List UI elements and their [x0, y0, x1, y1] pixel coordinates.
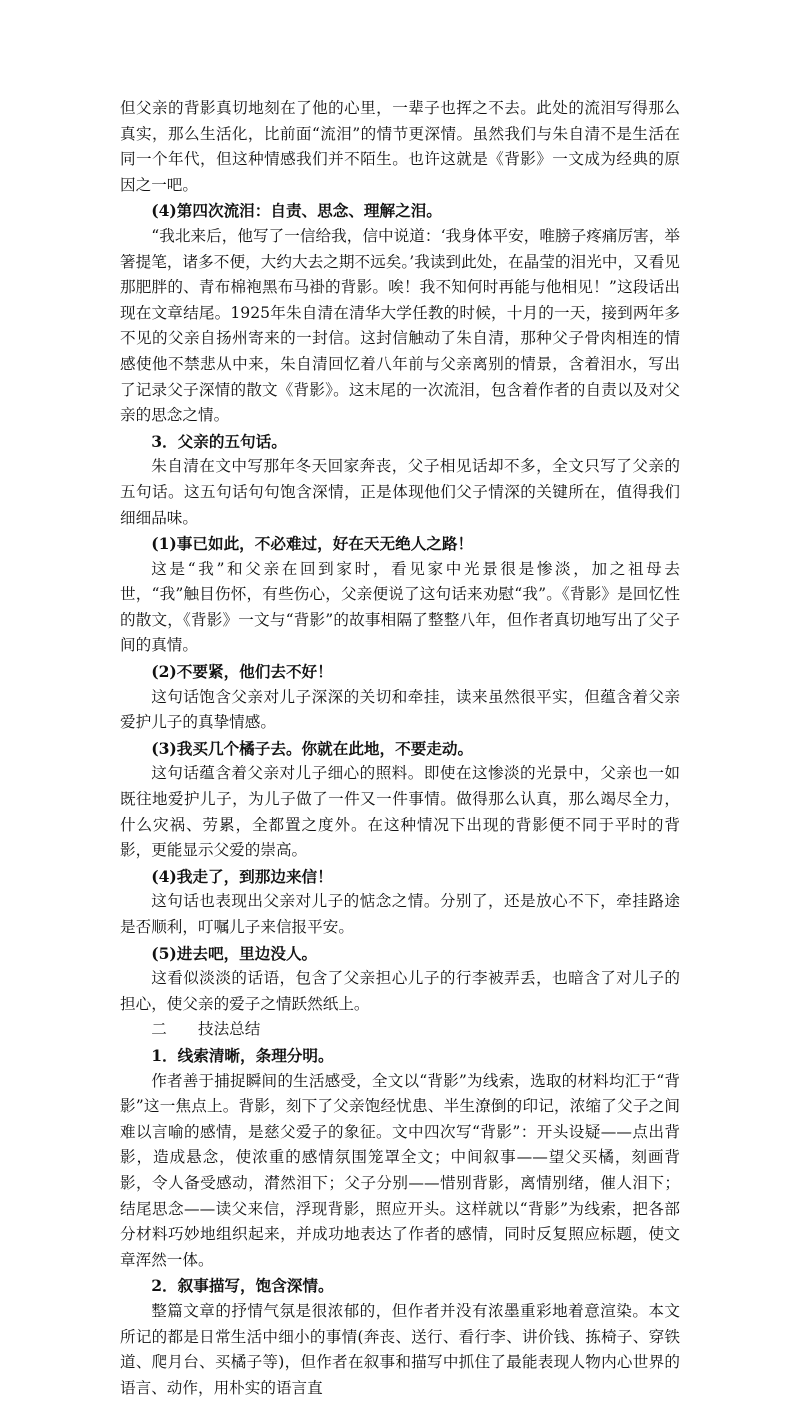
heading-technique-2: 2．叙事描写，饱含深情。 [151, 1276, 334, 1296]
quote-4: (4)我走了，到那边来信！ [151, 866, 333, 886]
heading-technique-1: 1．线索清晰，条理分明。 [151, 1045, 334, 1065]
quote-3: (3)我买几个橘子去。你就在此地，不要走动。 [151, 738, 474, 758]
quote-1-analysis: 这是“我”和父亲在回到家时，看见家中光景很是惨淡，加之祖母去世，“我”触目伤怀，有些伤心，父亲便说了这句话来劝慰“我”。《背影》是回忆性的散文，《背影》一文与“背影”的故事相隔了整整八年，但作者真切地写出了父子间的真情。 [120, 559, 680, 655]
paragraph-technique-2: 整篇文章的抒情气氛是很浓郁的，但作者并没有浓墨重彩地着意渲染。本文所记的都是日常生活中细小的事情(奔丧、送行、看行李、讲价钱、拣椅子、穿铁道、爬月台、买橘子等)，但作者在叙事和描写中抓住了最能表现人物内心世界的语言、动作，用朴实的语言直 [120, 1301, 680, 1397]
quote-5-analysis: 这看似淡淡的话语，包含了父亲担心儿子的行李被弄丢，也暗含了对儿子的担心，使父亲的爱子之情跃然纸上。 [120, 969, 680, 1013]
paragraph-intro: 但父亲的背影真切地刻在了他的心里，一辈子也挥之不去。此处的流泪写得那么真实，那么生活化，比前面“流泪”的情节更深情。虽然我们与朱自清不是生活在同一个年代，但这种情感我们并不陌生。也许这就是《背影》一文成为经典的原因之一吧。 [120, 99, 680, 194]
paragraph-technique-1: 作者善于捕捉瞬间的生活感受，全文以“背影”为线索，选取的材料均汇于“背影”这一焦点上。背影，刻下了父亲饱经忧患、半生潦倒的印记，浓缩了父子之间难以言喻的感情，是慈父爱子的象征。文中四次写“背影”：开头设疑——点出背影，造成悬念，使浓重的感情氛围笼罩全文；中间叙事——望父买橘，刻画背影，令人备受感动，潸然泪下；父子分别——惜别背影，离情别绪，催人泪下；结尾思念——读父来信，浮现背影，照应开头。这样就以“背影”为线索，把各部分材料巧妙地组织起来，并成功地表达了作者的感情，同时反复照应标题，使文章浑然一体。 [120, 1071, 680, 1269]
section-2-number: 二 [151, 1020, 167, 1039]
section-2-heading [120, 1017, 680, 1043]
section-2-title: 技法总结 [197, 1020, 261, 1039]
document-page [120, 96, 680, 1401]
quote-2-analysis: 这句话饱含父亲对儿子深深的关切和牵挂，读来虽然很平实，但蕴含着父亲爱护儿子的真挚情感。 [120, 687, 680, 732]
heading-five-sentences: 3．父亲的五句话。 [151, 431, 287, 451]
quote-4-analysis: 这句话也表现出父亲对儿子的惦念之情。分别了，还是放心不下，牵挂路途是否顺利，叮嘱儿子来信报平安。 [120, 892, 680, 936]
heading-fourth-tears: (4)第四次流泪：自责、思念、理解之泪。 [151, 201, 442, 221]
quote-3-analysis: 这句话蕴含着父亲对儿子细心的照料。即使在这惨淡的光景中，父亲也一如既往地爱护儿子，为儿子做了一件又一件事情。做得那么认真，那么竭尽全力，什么灾祸、劳累，全都置之度外。在这种情况下出现的背影便不同于平时的背影，更能显示父爱的崇高。 [120, 764, 680, 860]
quote-1: (1)事已如此，不必难过，好在天无绝人之路！ [151, 534, 474, 554]
quote-2: (2)不要紧，他们去不好！ [151, 662, 333, 682]
paragraph-fourth-tears: “我北来后，他写了一信给我，信中说道：‘我身体平安，唯膀子疼痛厉害，举箸提笔，诸多不便，大约大去之期不远矣。’我读到此处，在晶莹的泪光中，又看见那肥胖的、青布棉袍黑布马褂的背影。唉！我不知何时再能与他相见！”这段话出现在文章结尾。1925年朱自清在清华大学任教的时候，十月的一天，接到两年多不见的父亲自扬州寄来的一封信。这封信触动了朱自清，那种父子骨肉相连的情感使他不禁悲从中来，朱自清回忆着八年前与父亲离别的情景，含着泪水，写出了记录父子深情的散文《背影》。这末尾的一次流泪，包含着作者的自责以及对父亲的思念之情。 [120, 226, 680, 425]
paragraph-five-sentences: 朱自清在文中写那年冬天回家奔丧，父子相见话却不多，全文只写了父亲的五句话。这五句话句句饱含深情，正是体现他们父子情深的关键所在，值得我们细细品味。 [120, 457, 680, 527]
quote-5: (5)进去吧，里边没人。 [151, 943, 318, 963]
